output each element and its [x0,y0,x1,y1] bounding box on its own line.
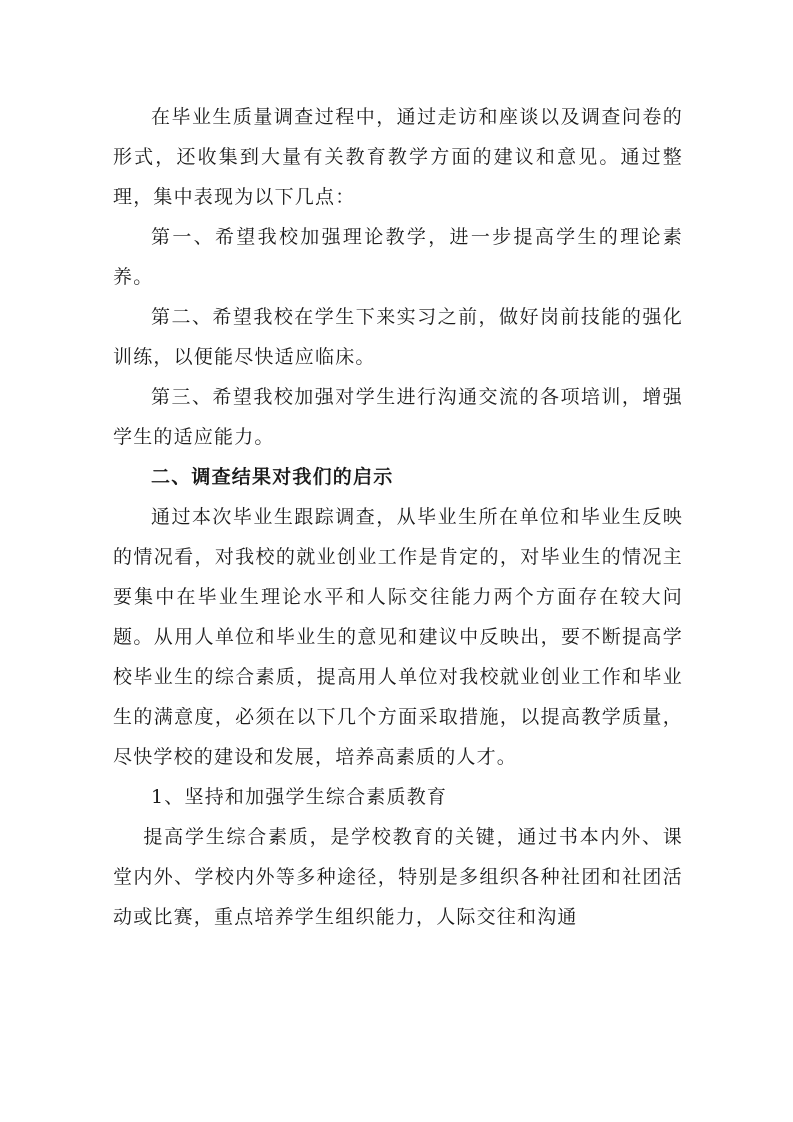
point-three-paragraph: 第三、希望我校加强对学生进行沟通交流的各项培训，增强学生的适应能力。 [113,386,683,448]
document-page [113,97,683,937]
intro-paragraph: 在毕业生质量调查过程中，通过走访和座谈以及调查问卷的形式，还收集到大量有关教育教学方面的建议和意见。通过整理，集中表现为以下几点： [113,106,683,208]
point-two-paragraph: 第二、希望我校在学生下来实习之前，做好岗前技能的强化训练，以便能尽快适应临床。 [113,306,683,368]
subheading: 1、坚持和加强学生综合素质教育 [151,786,448,808]
point-one-paragraph: 第一、希望我校加强理论教学，进一步提高学生的理论素养。 [113,226,683,288]
section-heading: 二、调查结果对我们的启示 [151,466,394,488]
final-paragraph: 提高学生综合素质，是学校教育的关键，通过书本内外、课堂内外、学校内外等多种途径，特别是多组织各种社团和社团活动或比赛，重点培养学生组织能力，人际交往和沟通 [113,826,683,928]
section-paragraph: 通过本次毕业生跟踪调查，从毕业生所在单位和毕业生反映的情况看，对我校的就业创业工作是肯定的，对毕业生的情况主要集中在毕业生理论水平和人际交往能力两个方面存在较大问题。从用人单位和毕业生的意见和建议中反映出，要不断提高学校毕业生的综合素质，提高用人单位对我校就业创业工作和毕业生的满意度，必须在以下几个方面采取措施，以提高教学质量，尽快学校的建设和发展，培养高素质的人才。 [113,506,683,768]
